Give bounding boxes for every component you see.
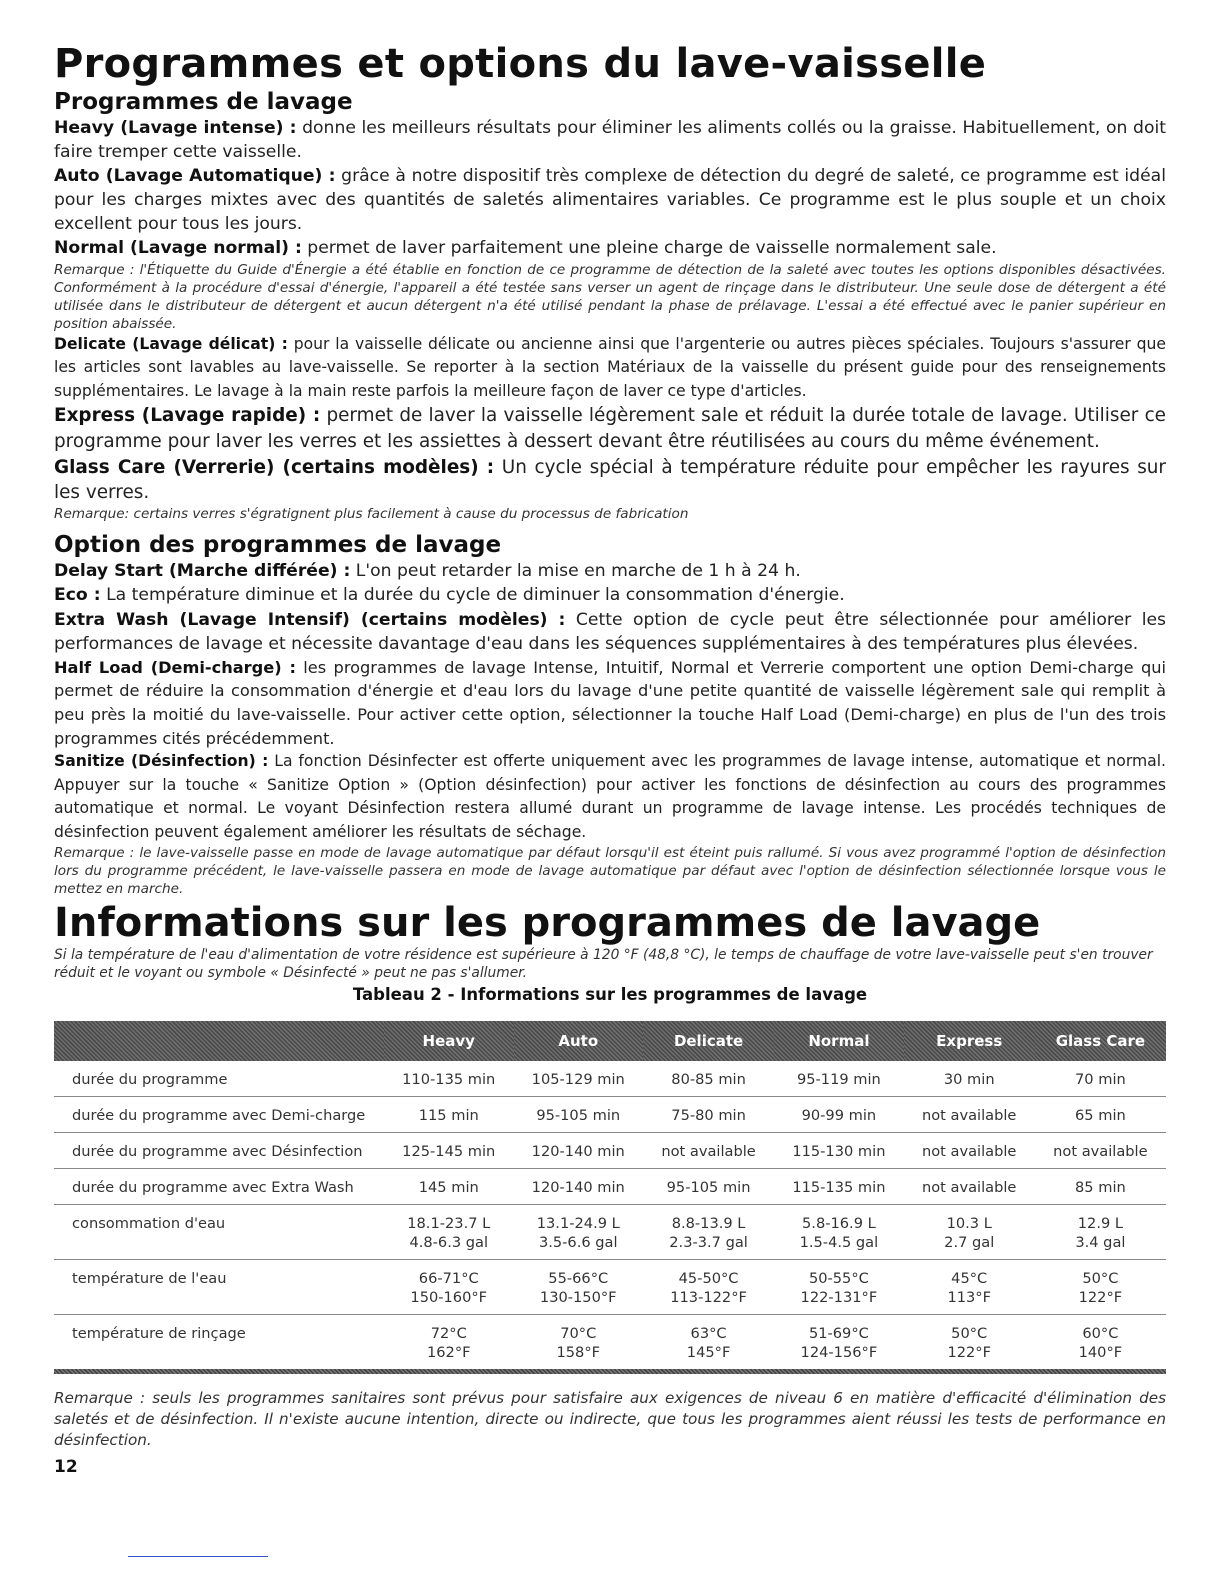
cell-value: 85 min xyxy=(1075,1179,1126,1197)
table-row xyxy=(54,1169,1166,1205)
cell-value: 3.4 gal xyxy=(1075,1234,1126,1252)
table-cell xyxy=(904,1061,1035,1097)
table-row xyxy=(54,1260,1166,1315)
table-cell xyxy=(904,1133,1035,1169)
table-cell xyxy=(514,1169,644,1205)
table-cell xyxy=(1035,1061,1166,1097)
option-label: Sanitize (Désinfection) : xyxy=(54,752,269,771)
table-row xyxy=(54,1133,1166,1169)
table-cell xyxy=(643,1169,774,1205)
program-description: pour la vaisselle délicate ou ancienne ainsi que l'argenterie ou autres pièces spéciales. Toujours s'assurer que les articles sont lavables au lave-vaisselle. Se reporter à la section Matériaux de la vaisselle du présent guide pour des renseignements supplémentaires. Le lavage à la main reste parfois la meilleure façon de laver ce type d'articles. xyxy=(54,334,1166,400)
row-label: durée du programme avec Désinfection xyxy=(54,1133,384,1169)
cell-value: 2.3-3.7 gal xyxy=(669,1234,748,1252)
table-cell xyxy=(774,1133,904,1169)
cell-value: 120-140 min xyxy=(531,1143,625,1161)
cell-value: 50°C xyxy=(951,1325,988,1343)
column-header: Normal xyxy=(774,1021,904,1061)
table-cell xyxy=(514,1315,644,1370)
cell-value: 115-135 min xyxy=(792,1179,886,1197)
option-description: La température diminue et la durée du cycle de diminuer la consommation d'énergie. xyxy=(100,585,845,606)
table-caption: Tableau 2 - Informations sur les programmes de lavage xyxy=(352,985,868,1005)
table-cell xyxy=(384,1061,514,1097)
table-cell xyxy=(514,1260,644,1315)
column-header: Express xyxy=(904,1021,1035,1061)
table-row xyxy=(54,1097,1166,1133)
wash-programs-heading: Programmes de lavage xyxy=(54,89,353,115)
cell-value: 50°C xyxy=(1082,1270,1119,1288)
program-express xyxy=(54,403,1166,455)
cell-value: not available xyxy=(922,1143,1017,1161)
cell-value: 66-71°C xyxy=(418,1270,479,1288)
program-description: donne les meilleurs résultats pour éliminer les aliments collés ou la graisse. Habituellement, on doit faire tremper cette vaisselle. xyxy=(54,118,1166,163)
option-half-load xyxy=(54,656,1166,750)
cell-value: 72°C xyxy=(430,1325,467,1343)
table-cell xyxy=(904,1315,1035,1370)
row-label: durée du programme xyxy=(54,1061,384,1097)
table-cell xyxy=(384,1260,514,1315)
option-description: Cette option de cycle peut être sélectionnée pour améliorer les performances de lavage et nécessite davantage d'eau dans les séquences supplémentaires à des températures plus élevées. xyxy=(54,609,1167,654)
table-row xyxy=(54,1315,1166,1370)
cell-value: 18.1-23.7 L xyxy=(407,1215,491,1233)
program-label: Heavy (Lavage intense) : xyxy=(54,118,297,138)
table-cell xyxy=(514,1061,644,1097)
table-cell xyxy=(774,1315,904,1370)
cell-value: 95-105 min xyxy=(536,1107,621,1125)
water-temperature-note: Si la température de l'eau d'alimentation de votre résidence est supérieure à 120 °F (48,8 °C), le temps de chauffage de votre lave-vaisselle peut s'en trouver réduit et le voyant ou symbole « Désinfecté » peut ne pas s'allumer. xyxy=(54,947,1153,982)
table-cell xyxy=(904,1205,1035,1260)
cell-value: 75-80 min xyxy=(671,1107,746,1125)
cell-value: 115 min xyxy=(418,1107,479,1125)
program-delicate xyxy=(54,333,1166,404)
option-description: L'on peut retarder la mise en marche de 1 h à 24 h. xyxy=(350,561,801,582)
table-cell xyxy=(1035,1169,1166,1205)
table-cell xyxy=(774,1205,904,1260)
program-description: Un cycle spécial à température réduite pour empêcher les rayures sur les verres. xyxy=(54,457,1166,504)
page xyxy=(54,40,1166,1477)
row-label: durée du programme avec Extra Wash xyxy=(54,1169,384,1205)
table-cell xyxy=(1035,1205,1166,1260)
normal-program-note: Remarque : l'Étiquette du Guide d'Énergie a été établie en fonction de ce programme de détection de la saleté avec toutes les options disponibles désactivées. Conformément à la procédure d'essai d'énergie, l'appareil a été testée sans verser un agent de rinçage dans le distributeur. Une seule dose de détergent a été utilisée dans le distributeur de détergent et aucun détergent n'a été utilisé pendant la phase de prélavage. L'essai a été effectué avec le panier supérieur en position abaissée. xyxy=(54,261,1166,332)
cell-value: 60°C xyxy=(1082,1325,1119,1343)
cell-value: 65 min xyxy=(1075,1107,1126,1125)
cell-value: 4.8-6.3 gal xyxy=(409,1234,489,1252)
row-label: température de l'eau xyxy=(54,1260,384,1315)
table-cell xyxy=(1035,1260,1166,1315)
cell-value: 51-69°C xyxy=(808,1325,869,1343)
options-heading: Option des programmes de lavage xyxy=(54,532,502,559)
info-title: Informations sur les programmes de lavage xyxy=(54,900,1041,947)
cell-value: 120-140 min xyxy=(531,1179,625,1197)
option-label: Eco : xyxy=(54,585,101,606)
cell-value: not available xyxy=(661,1143,756,1161)
cell-value: 2.7 gal xyxy=(944,1234,995,1252)
program-label: Delicate (Lavage délicat) : xyxy=(54,334,288,353)
page-title: Programmes et options du lave-vaisselle xyxy=(54,41,987,87)
table-cell xyxy=(774,1097,904,1133)
cell-value: 12.9 L xyxy=(1077,1215,1124,1233)
footer-rule xyxy=(128,1556,268,1557)
cell-value: 8.8-13.9 L xyxy=(671,1215,746,1233)
option-extra-wash xyxy=(54,608,1166,656)
table-cell xyxy=(514,1097,644,1133)
option-label: Half Load (Demi-charge) : xyxy=(54,657,296,677)
cell-value: 125-145 min xyxy=(402,1143,496,1161)
table-cell xyxy=(514,1205,644,1260)
cell-value: 130-150°F xyxy=(539,1289,617,1307)
program-label: Express (Lavage rapide) : xyxy=(54,405,321,427)
cell-value: 90-99 min xyxy=(801,1107,877,1125)
cell-value: not available xyxy=(1053,1143,1148,1161)
cell-value: 140°F xyxy=(1078,1344,1123,1362)
cell-value: 45-50°C xyxy=(678,1270,739,1288)
cell-value: 80-85 min xyxy=(671,1071,746,1089)
cell-value: 158°F xyxy=(556,1344,601,1362)
page-number: 12 xyxy=(54,1457,78,1478)
table-cell xyxy=(1035,1315,1166,1370)
cell-value: 55-66°C xyxy=(548,1270,609,1288)
table-cell xyxy=(643,1315,774,1370)
table-cell xyxy=(514,1133,644,1169)
table-cell xyxy=(1035,1133,1166,1169)
program-label: Auto (Lavage Automatique) : xyxy=(54,166,336,187)
table-cell xyxy=(904,1260,1035,1315)
table-row xyxy=(54,1205,1166,1260)
cell-value: 113-122°F xyxy=(670,1289,747,1307)
cell-value: 145°F xyxy=(686,1344,731,1362)
sanitary-programs-note: Remarque : seuls les programmes sanitaires sont prévus pour satisfaire aux exigences de niveau 6 en matière d'efficacité d'élimination des saletés et de désinfection. Il n'existe aucune intention, directe ou indirecte, que tous les programmes aient réussi les tests de performance en désinfection. xyxy=(54,1389,1166,1450)
table-cell xyxy=(904,1097,1035,1133)
table-cell xyxy=(1035,1097,1166,1133)
table-cell xyxy=(643,1205,774,1260)
programs-table xyxy=(54,1021,1166,1369)
table-corner-header xyxy=(54,1021,384,1061)
cell-value: 5.8-16.9 L xyxy=(802,1215,876,1233)
table-cell xyxy=(643,1260,774,1315)
table-cell xyxy=(774,1169,904,1205)
program-heavy xyxy=(54,116,1166,164)
cell-value: 70 min xyxy=(1075,1071,1126,1089)
option-sanitize xyxy=(54,750,1166,844)
table-cell xyxy=(643,1061,774,1097)
cell-value: 1.5-4.5 gal xyxy=(799,1234,879,1252)
cell-value: not available xyxy=(922,1179,1017,1197)
option-label: Delay Start (Marche différée) : xyxy=(54,561,351,582)
option-label: Extra Wash (Lavage Intensif) (certains modèles) : xyxy=(54,609,566,630)
table-cell xyxy=(384,1315,514,1370)
cell-value: 145 min xyxy=(418,1179,479,1197)
option-eco xyxy=(54,583,1166,607)
sanitize-note: Remarque : le lave-vaisselle passe en mode de lavage automatique par défaut lorsqu'il est éteint puis rallumé. Si vous avez programmé l'option de désinfection lors du programme précédent, le lave-vaisselle passera en mode de lavage automatique par défaut avec l'option de désinfection sélectionnée lorsque vous le mettez en marche. xyxy=(54,845,1166,898)
program-description: grâce à notre dispositif très complexe de détection du degré de saleté, ce programme est idéal pour les charges mixtes avec des quantités de saletés alimentaires variables. Ce programme est le plus souple et un choix excellent pour tous les jours. xyxy=(54,166,1166,235)
program-description: permet de laver parfaitement une pleine charge de vaisselle normalement sale. xyxy=(301,238,997,259)
table-cell xyxy=(774,1061,904,1097)
option-description: les programmes de lavage Intense, Intuitif, Normal et Verrerie comportent une option Demi-charge qui permet de réduire la consommation d'énergie et d'eau lors du lavage d'une petite quantité de vaisselle légèrement sale qui remplit à peu près la moitié du lave-vaisselle. Pour activer cette option, sélectionner la touche Half Load (Demi-charge) en plus de l'un des trois programmes cités précédemment. xyxy=(54,657,1167,748)
cell-value: 150-160°F xyxy=(410,1289,488,1307)
cell-value: 50-55°C xyxy=(808,1270,869,1288)
cell-value: 122°F xyxy=(1078,1289,1123,1307)
cell-value: 70°C xyxy=(560,1325,597,1343)
cell-value: 105-129 min xyxy=(531,1071,625,1089)
table-cell xyxy=(643,1097,774,1133)
table-cell xyxy=(384,1205,514,1260)
table-cell xyxy=(904,1169,1035,1205)
table-bottom-rule xyxy=(54,1369,1166,1374)
table-header-row xyxy=(54,1021,1166,1061)
cell-value: 124-156°F xyxy=(800,1344,878,1362)
cell-value: 162°F xyxy=(426,1344,471,1362)
program-label: Normal (Lavage normal) : xyxy=(54,238,302,259)
table-row xyxy=(54,1061,1166,1097)
column-header: Auto xyxy=(514,1021,644,1061)
cell-value: 95-105 min xyxy=(666,1179,751,1197)
table-cell xyxy=(384,1133,514,1169)
program-normal xyxy=(54,236,1166,260)
cell-value: 122°F xyxy=(947,1344,991,1362)
option-description: La fonction Désinfecter est offerte uniquement avec les programmes de lavage intense, automatique et normal. Appuyer sur la touche « Sanitize Option » (Option désinfection) pour activer les fonctions de désinfection au cours des programmes automatique et normal. Le voyant Désinfection restera allumé durant un programme de lavage intense. Les procédés techniques de désinfection peuvent également améliorer les résultats de séchage. xyxy=(54,752,1166,841)
table-cell xyxy=(384,1169,514,1205)
cell-value: 10.3 L xyxy=(946,1215,992,1233)
row-label: durée du programme avec Demi-charge xyxy=(54,1097,384,1133)
program-auto xyxy=(54,164,1166,236)
cell-value: 122-131°F xyxy=(800,1289,878,1307)
program-glass-care xyxy=(54,455,1166,505)
cell-value: not available xyxy=(922,1107,1017,1125)
cell-value: 45°C xyxy=(951,1270,988,1288)
cell-value: 30 min xyxy=(943,1071,995,1089)
column-header: Delicate xyxy=(643,1021,774,1061)
row-label: température de rinçage xyxy=(72,1325,246,1343)
cell-value: 3.5-6.6 gal xyxy=(538,1234,618,1252)
glass-care-note: Remarque: certains verres s'égratignent plus facilement à cause du processus de fabrication xyxy=(54,506,689,523)
table-cell xyxy=(774,1260,904,1315)
cell-value: 63°C xyxy=(690,1325,727,1343)
cell-value: 95-119 min xyxy=(796,1071,881,1089)
column-header: Glass Care xyxy=(1035,1021,1166,1061)
table-cell xyxy=(643,1133,774,1169)
cell-value: 115-130 min xyxy=(792,1143,886,1161)
option-delay-start xyxy=(54,559,1166,583)
program-description: permet de laver la vaisselle légèrement sale et réduit la durée totale de lavage. Utiliser ce programme pour laver les verres et les assiettes à dessert devant être réutilisées au cours du même événement. xyxy=(54,405,1166,453)
row-label: consommation d'eau xyxy=(54,1205,384,1260)
cell-value: 113°F xyxy=(947,1289,991,1307)
cell-value: 110-135 min xyxy=(402,1071,496,1089)
table-cell xyxy=(384,1097,514,1133)
column-header: Heavy xyxy=(384,1021,514,1061)
program-label: Glass Care (Verrerie) (certains modèles) : xyxy=(54,457,495,479)
cell-value: 13.1-24.9 L xyxy=(536,1215,620,1233)
